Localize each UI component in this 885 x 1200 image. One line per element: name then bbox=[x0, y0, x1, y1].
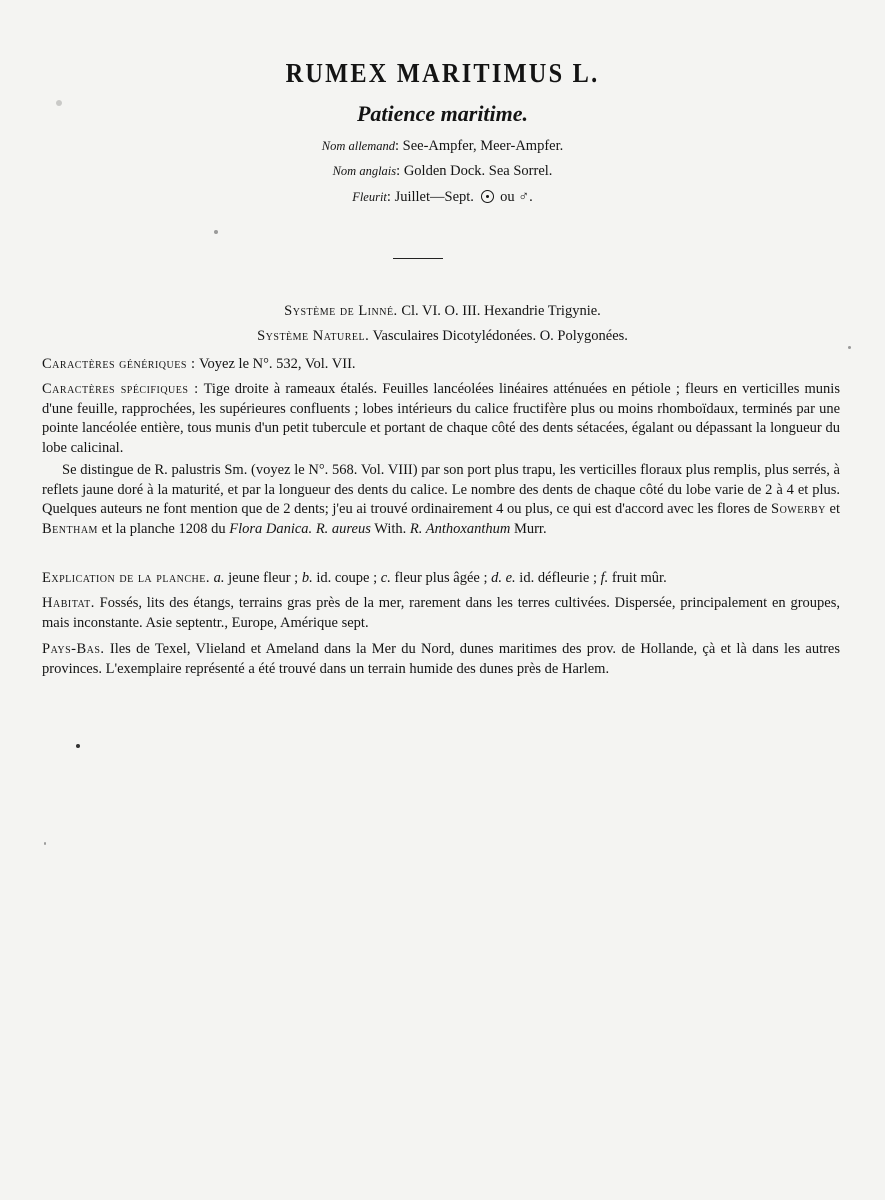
generic-label: Caractères génériques : bbox=[42, 356, 196, 372]
common-name: Patience maritime. bbox=[356, 101, 529, 126]
divider-rule bbox=[393, 258, 443, 259]
generic-characters-paragraph bbox=[42, 355, 840, 375]
flowering-or: ou bbox=[500, 189, 515, 205]
generic-text: Voyez le N°. 532, Vol. VII. bbox=[198, 356, 356, 372]
german-name-value: See-Ampfer, Meer-Ampfer. bbox=[402, 138, 564, 154]
flora-danica: Flora Danica. bbox=[229, 521, 313, 538]
paper-speck bbox=[56, 100, 62, 106]
flowering-value: Juillet—Sept. bbox=[394, 189, 474, 205]
author-sowerby: Sowerby bbox=[771, 501, 826, 518]
german-name-line: Nom allemand: See-Ampfer, Meer-Ampfer. bbox=[321, 138, 564, 154]
flowering-label: Fleurit bbox=[352, 190, 387, 204]
naturel-value: Vasculaires Dicotylédonées. O. Polygonées. bbox=[372, 328, 628, 344]
netherlands-paragraph bbox=[42, 640, 840, 679]
plate-explanation-paragraph bbox=[42, 569, 840, 589]
fig-b-text: id. coupe ; bbox=[316, 570, 378, 586]
r-anthoxanthum: R. Anthoxanthum bbox=[409, 521, 511, 538]
german-name-label: Nom allemand bbox=[321, 139, 396, 153]
paper-speck bbox=[848, 346, 851, 349]
fig-de-text: id. défleurie ; bbox=[519, 570, 598, 586]
author-bentham: Bentham bbox=[42, 521, 98, 538]
with-author: With. bbox=[374, 521, 407, 538]
paper-speck bbox=[76, 744, 80, 748]
species-title: RUMEX MARITIMUS L. bbox=[285, 58, 600, 88]
explication-label: Explication de la planche. bbox=[42, 570, 211, 586]
linne-value: Cl. VI. O. III. Hexandrie Trigynie. bbox=[401, 303, 601, 319]
fig-c-text: fleur plus âgée ; bbox=[394, 570, 488, 586]
fig-a-text: jeune fleur ; bbox=[228, 570, 299, 586]
flowering-line: Fleurit: Juillet—Sept. ou ♂. bbox=[352, 189, 533, 205]
habitat-paragraph bbox=[42, 594, 840, 633]
habitat-text: Fossés, lits des étangs, terrains gras près de la mer, rarement dans les terres cultivées. Dispersée, principalement en groupes, mais inconstante. Asie septentr., Europe, Amérique sept. bbox=[42, 595, 841, 631]
paper-speck bbox=[214, 230, 218, 234]
natural-system-line bbox=[0, 328, 885, 345]
r-aureus: R. aureus bbox=[315, 521, 371, 538]
fig-c: c. bbox=[380, 570, 391, 586]
fig-a: a. bbox=[213, 570, 225, 586]
linne-system-line bbox=[0, 303, 885, 320]
english-name-value: Golden Dock. Sea Sorrel. bbox=[403, 163, 553, 179]
linne-label: Système de Linné. bbox=[284, 303, 398, 319]
specific-characters-paragraph bbox=[42, 380, 840, 459]
murr-author: Murr. bbox=[513, 521, 547, 538]
distinction-paragraph bbox=[42, 461, 840, 540]
paysbas-label: Pays-Bas. bbox=[42, 641, 105, 657]
distinction-text-1: Se distingue de R. palustris Sm. (voyez le N°. 568. Vol. VIII) par son port plus trapu, les verticilles floraux plus remplis, plus serrés, à reflets jaune doré à la maturité, et par la longueur des dents du calice. Le nombre des dents de chaque côté du lobe varie de 2 à 4 et plus. Quelques auteurs ne font mention que de 2 dents; j'eu ai trouvé ordinairement 4 ou plus, ce qui est d'accord avec les flores de bbox=[42, 462, 840, 518]
habitat-label: Habitat. bbox=[42, 595, 95, 611]
distinction-et: et bbox=[829, 501, 841, 518]
paper-speck bbox=[44, 842, 46, 845]
annual-symbol-icon bbox=[481, 190, 494, 203]
specific-text: Tige droite à rameaux étalés. Feuilles lancéolées linéaires atténuées en pétiole ; fleurs en verticilles munis d'une feuille, rapprochées, les supérieures confluents ; lobes intérieurs du calice fructifère plus ou moins rhomboïdaux, terminés par une pointe lancéolée entière, tous munis d'un petit tubercule et portant de chaque côté des dents sétacées, égalant ou dépassant la longueur du lobe calicinal. bbox=[42, 381, 840, 457]
fig-f-text: fruit mûr. bbox=[611, 570, 667, 586]
distinction-text-2: et la planche 1208 du bbox=[101, 521, 226, 538]
english-name-label: Nom anglais bbox=[332, 164, 397, 178]
english-name-line: Nom anglais: Golden Dock. Sea Sorrel. bbox=[332, 163, 553, 179]
paysbas-text: Iles de Texel, Vlieland et Ameland dans la Mer du Nord, dunes maritimes des prov. de Hollande, çà et là dans les autres provinces. L'exemplaire représenté a été trouvé dans un terrain humide des dunes près de Harlem. bbox=[42, 641, 841, 677]
fig-f: f. bbox=[600, 570, 609, 586]
specific-label: Caractères spécifiques : bbox=[42, 381, 199, 397]
fig-de: d. e. bbox=[491, 570, 516, 586]
biennial-symbol: ♂. bbox=[518, 189, 533, 205]
naturel-label: Système Naturel. bbox=[257, 328, 370, 344]
fig-b: b. bbox=[301, 570, 313, 586]
